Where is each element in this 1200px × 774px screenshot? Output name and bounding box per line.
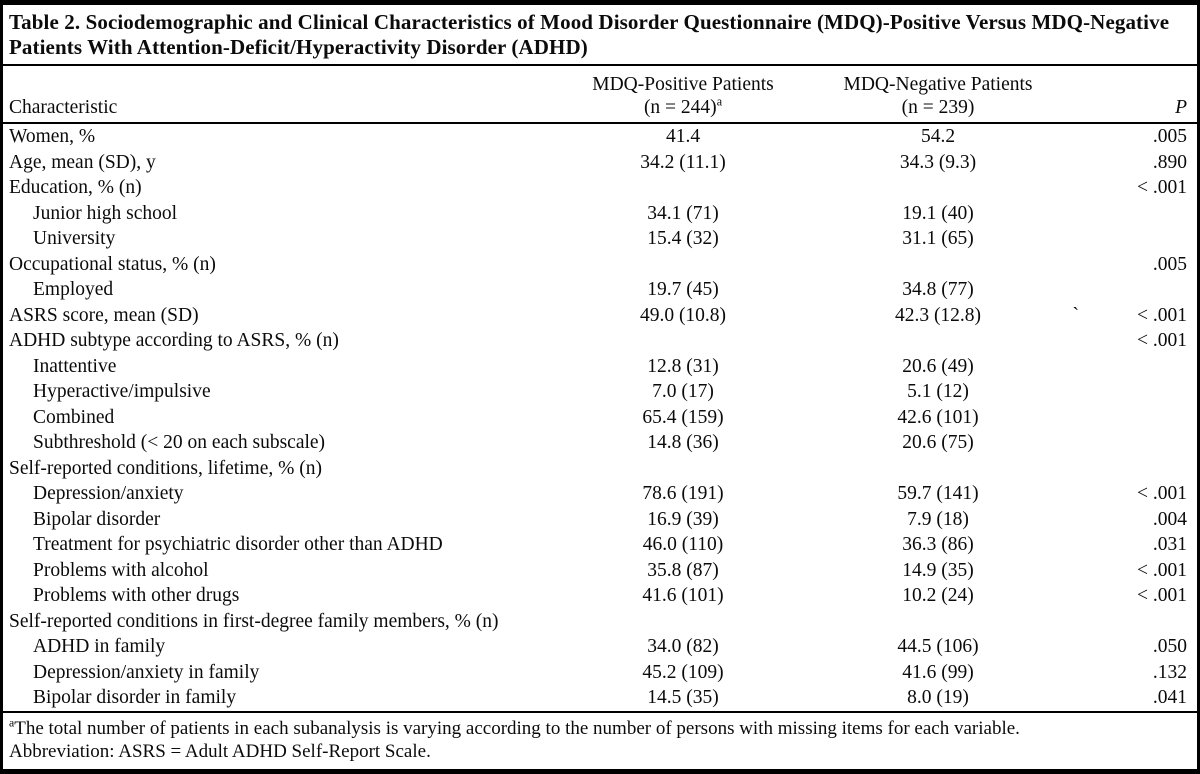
table-row [3, 123, 1197, 150]
table-row [3, 558, 1197, 584]
p-value: < .001 [1137, 585, 1187, 606]
cell-p [1068, 685, 1197, 711]
table-row [3, 175, 1197, 201]
table-row [3, 456, 1197, 482]
cell-p [1068, 430, 1197, 456]
row-label: ASRS score, mean (SD) [9, 304, 199, 326]
col-header-positive-line2 [558, 96, 808, 119]
p-value: .005 [1152, 253, 1187, 275]
col-header-positive-line1: MDQ-Positive Patients [592, 74, 774, 95]
cell-p [1068, 405, 1197, 431]
stray-mark: ` [1072, 304, 1079, 326]
cell-negative: 31.1 (65) [902, 228, 974, 249]
cell-negative [808, 609, 1068, 635]
cell-negative: 10.2 (24) [902, 585, 974, 606]
row-label: Combined [33, 406, 115, 428]
cell-p [1068, 634, 1197, 660]
p-value: .132 [1152, 661, 1187, 683]
row-label: Depression/anxiety in family [33, 661, 260, 683]
cell-p [1068, 481, 1197, 507]
p-value: .004 [1152, 508, 1187, 530]
cell-p [1068, 123, 1197, 150]
cell-negative: 34.8 (77) [902, 279, 974, 300]
cell-positive: 14.5 (35) [647, 687, 719, 708]
row-label: Self-reported conditions, lifetime, % (n) [9, 457, 322, 479]
row-label: Women, % [9, 126, 96, 147]
cell-negative: 8.0 (19) [907, 687, 969, 708]
row-label: Inattentive [33, 355, 117, 377]
row-label: Age, mean (SD), y [9, 151, 156, 173]
cell-positive: 15.4 (32) [647, 228, 719, 249]
table-row [3, 277, 1197, 303]
cell-positive: 16.9 (39) [647, 508, 719, 530]
cell-p [1068, 226, 1197, 252]
row-label: Subthreshold (< 20 on each subscale) [33, 432, 326, 453]
p-value: < .001 [1137, 483, 1187, 504]
table-row [3, 660, 1197, 686]
cell-positive [558, 252, 808, 278]
cell-p [1068, 252, 1197, 278]
cell-positive: 35.8 (87) [647, 559, 719, 581]
cell-p [1068, 379, 1197, 405]
cell-p [1068, 456, 1197, 482]
cell-negative: 19.1 (40) [902, 202, 974, 224]
footnote-a-text: The total number of patients in each subanalysis is varying according to the number of persons with missing items for each variable. [14, 717, 1020, 739]
cell-positive [558, 175, 808, 201]
p-value: .050 [1152, 636, 1187, 657]
cell-positive: 34.1 (71) [647, 202, 719, 224]
cell-p [1068, 175, 1197, 201]
cell-p [1068, 532, 1197, 558]
table-row [3, 634, 1197, 660]
col-header-characteristic: Characteristic [3, 66, 558, 123]
table-row [3, 507, 1197, 533]
cell-positive: 45.2 (109) [642, 661, 724, 683]
row-label: Occupational status, % (n) [9, 253, 216, 275]
table-row [3, 379, 1197, 405]
cell-negative [808, 175, 1068, 201]
table-row [3, 430, 1197, 456]
cell-positive [558, 456, 808, 482]
row-label: Problems with alcohol [33, 559, 209, 581]
cell-negative [808, 252, 1068, 278]
footnote-abbreviation: Abbreviation: ASRS = Adult ADHD Self-Report Scale. [9, 740, 431, 762]
table-row [3, 609, 1197, 635]
cell-negative: 14.9 (35) [902, 559, 974, 581]
table-row [3, 252, 1197, 278]
row-label: ADHD in family [33, 636, 166, 657]
row-label: Self-reported conditions in first-degree family members, % (n) [9, 610, 499, 632]
col-header-mdq-positive [558, 66, 808, 123]
table-row [3, 303, 1197, 329]
col-header-negative-line1: MDQ-Negative Patients [843, 74, 1033, 95]
p-value: .031 [1152, 534, 1187, 555]
cell-positive: 12.8 (31) [647, 355, 719, 377]
header-row [3, 66, 1197, 123]
cell-negative [808, 328, 1068, 354]
cell-positive: 7.0 (17) [652, 381, 714, 402]
row-label: Bipolar disorder [33, 508, 161, 530]
cell-positive: 46.0 (110) [642, 534, 724, 555]
cell-positive [558, 609, 808, 635]
positive-n-label: (n = 244) [643, 97, 717, 118]
table-row [3, 532, 1197, 558]
cell-positive: 19.7 (45) [647, 279, 719, 300]
row-label: Problems with other drugs [33, 585, 240, 606]
row-label: Treatment for psychiatric disorder other than ADHD [33, 534, 443, 555]
row-label: Depression/anxiety [33, 483, 184, 504]
table-row [3, 481, 1197, 507]
table-row [3, 354, 1197, 380]
cell-p [1068, 328, 1197, 354]
table-row [3, 685, 1197, 711]
characteristics-table [3, 66, 1197, 711]
row-label: Employed [33, 279, 114, 300]
p-value: < .001 [1137, 559, 1187, 581]
p-value: < .001 [1137, 177, 1187, 198]
cell-positive: 41.4 [665, 126, 701, 147]
cell-p [1068, 150, 1197, 176]
footnotes [3, 711, 1197, 763]
cell-negative: 34.3 (9.3) [899, 151, 977, 173]
cell-p [1068, 609, 1197, 635]
cell-negative [808, 456, 1068, 482]
cell-p [1068, 583, 1197, 609]
cell-negative: 44.5 (106) [897, 636, 979, 657]
table-row [3, 583, 1197, 609]
cell-positive [558, 328, 808, 354]
table-row [3, 405, 1197, 431]
row-label: Education, % (n) [9, 177, 142, 198]
cell-negative: 20.6 (49) [902, 355, 974, 377]
cell-negative: 5.1 (12) [907, 381, 969, 402]
cell-positive: 49.0 (10.8) [639, 304, 727, 326]
table-row [3, 150, 1197, 176]
footnote-a [9, 717, 1187, 740]
row-label: University [33, 228, 116, 249]
cell-positive: 41.6 (101) [642, 585, 724, 606]
col-header-negative-line2: (n = 239) [901, 97, 975, 118]
table-title: Table 2. Sociodemographic and Clinical Characteristics of Mood Disorder Questionnaire (MDQ)-Positive Versus MDQ-Negative Patients With Attention-Deficit/Hyperactivity Disorder (ADHD) [3, 5, 1197, 66]
cell-negative: 42.6 (101) [897, 406, 979, 428]
cell-negative: 7.9 (18) [907, 508, 969, 530]
p-value: .890 [1152, 151, 1187, 173]
cell-p [1068, 507, 1197, 533]
cell-positive: 34.0 (82) [647, 636, 719, 657]
row-label: Bipolar disorder in family [33, 687, 237, 708]
table-row [3, 226, 1197, 252]
cell-negative: 42.3 (12.8) [894, 304, 982, 326]
cell-positive: 34.2 (11.1) [640, 151, 726, 173]
cell-p [1068, 558, 1197, 584]
p-value: .041 [1152, 687, 1187, 708]
cell-p [1068, 303, 1197, 329]
cell-p [1068, 277, 1197, 303]
col-header-p: P [1068, 66, 1197, 123]
cell-p [1068, 201, 1197, 227]
footnote-marker-a: a [716, 94, 723, 109]
row-label: Junior high school [33, 202, 178, 224]
table-row [3, 201, 1197, 227]
cell-positive: 65.4 (159) [642, 406, 724, 428]
cell-negative: 20.6 (75) [902, 432, 974, 453]
p-value: < .001 [1137, 330, 1187, 351]
table-row [3, 328, 1197, 354]
cell-negative: 36.3 (86) [902, 534, 974, 555]
cell-negative: 54.2 [920, 126, 956, 147]
cell-negative: 41.6 (99) [902, 661, 974, 683]
footnote-a-marker: a [9, 716, 15, 730]
cell-p [1068, 354, 1197, 380]
cell-p [1068, 660, 1197, 686]
cell-negative: 59.7 (141) [897, 483, 979, 504]
table-body [3, 123, 1197, 711]
row-label: Hyperactive/impulsive [33, 381, 211, 402]
cell-positive: 14.8 (36) [647, 432, 719, 453]
p-value: .005 [1152, 126, 1187, 147]
col-header-mdq-negative [808, 66, 1068, 123]
cell-positive: 78.6 (191) [642, 483, 724, 504]
p-value: < .001 [1137, 304, 1187, 326]
row-label: ADHD subtype according to ASRS, % (n) [9, 330, 339, 351]
